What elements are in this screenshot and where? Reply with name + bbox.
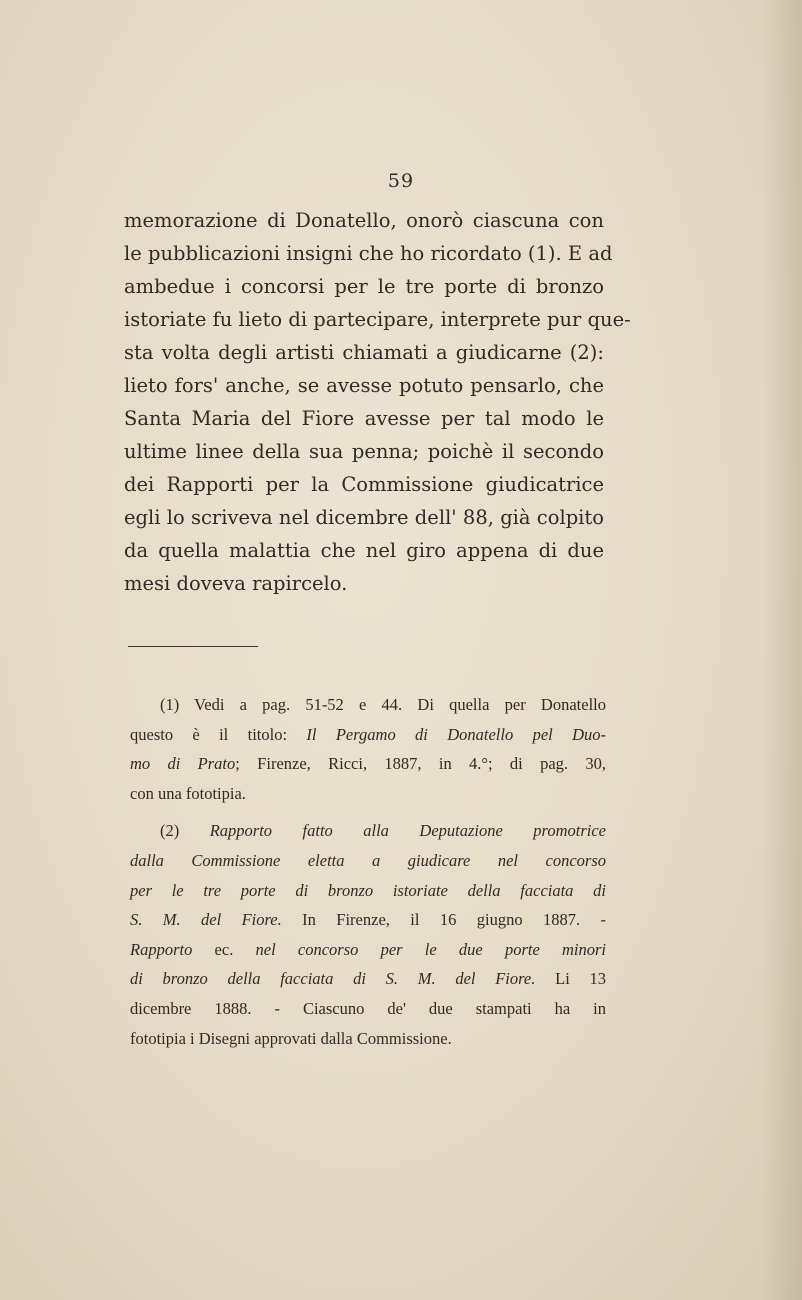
footnote-text: In Firenze, il 16 giugno 1887. -	[281, 910, 607, 930]
footnote-text: ; Firenze, Ricci, 1887, in 4.°; di pag. 30,	[235, 754, 606, 774]
footnote-text: Li 13	[535, 969, 606, 989]
footnote-line	[130, 720, 606, 750]
footnote-title: Il Pergamo di Donatello pel Duo-	[306, 724, 606, 744]
footnote-line: (1) Vedi a pag. 51-52 e 44. Di quella per Donatello	[160, 695, 606, 714]
footnote-line	[130, 935, 606, 965]
footnote-divider	[128, 646, 258, 647]
footnote-line: fototipia i Disegni approvati dalla Commissione.	[130, 1028, 452, 1048]
body-line: da quella malattia che nel giro appena di due	[124, 539, 604, 562]
footnote-text: questo è il titolo:	[130, 724, 307, 744]
footnote-line	[130, 846, 606, 876]
body-line: dei Rapporti per la Commissione giudicatrice	[124, 473, 604, 496]
body-line: egli lo scriveva nel dicembre dell' 88, già colpito	[124, 506, 604, 529]
footnote-line: dicembre 1888. - Ciascuno de' due stampati ha in	[130, 998, 606, 1018]
page-number: 59	[387, 170, 415, 192]
footnote-line	[130, 905, 606, 935]
body-line: sta volta degli artisti chiamati a giudicarne (2):	[124, 341, 604, 364]
body-line: ultime linee della sua penna; poichè il secondo	[124, 440, 604, 463]
body-line: le pubblicazioni insigni che ho ricordato (1). E ad	[124, 242, 613, 265]
footnote-2	[130, 816, 606, 1053]
footnote-marker: (2)	[160, 821, 210, 841]
footnote-text: ec.	[192, 939, 256, 959]
footnote-title: mo di Prato	[130, 754, 236, 774]
footnote-line: con una fototipia.	[130, 783, 246, 803]
footnote-line	[130, 964, 606, 994]
body-line: Santa Maria del Fiore avesse per tal modo le	[124, 407, 604, 430]
footnote-title: S. M. del Fiore.	[130, 910, 282, 930]
footnote-title: di bronzo della facciata di S. M. del Fiore.	[130, 969, 536, 989]
footnote-gap	[130, 808, 606, 816]
body-line: istoriate fu lieto di partecipare, interprete pur que-	[124, 308, 631, 331]
footnote-line	[130, 749, 606, 779]
footnote-title: Rapporto	[130, 939, 193, 959]
footnote-title: per le tre porte di bronzo istoriate della facciata di	[130, 880, 606, 900]
main-text	[124, 204, 631, 600]
page-edge-shadow	[762, 0, 802, 1300]
body-line: memorazione di Donatello, onorò ciascuna con	[124, 209, 604, 232]
footnote-1	[130, 690, 606, 808]
footnote-line	[130, 816, 606, 846]
footnotes	[130, 690, 606, 1053]
body-line: mesi doveva rapircelo.	[124, 572, 348, 595]
footnote-line	[130, 876, 606, 906]
footnote-title: dalla Commissione eletta a giudicare nel concorso	[130, 850, 606, 870]
footnote-title: nel concorso per le due porte minori	[255, 939, 606, 959]
footnote-title: Rapporto fatto alla Deputazione promotrice	[209, 821, 606, 841]
body-line: ambedue i concorsi per le tre porte di bronzo	[124, 275, 604, 298]
body-line: lieto fors' anche, se avesse potuto pensarlo, che	[124, 374, 604, 397]
